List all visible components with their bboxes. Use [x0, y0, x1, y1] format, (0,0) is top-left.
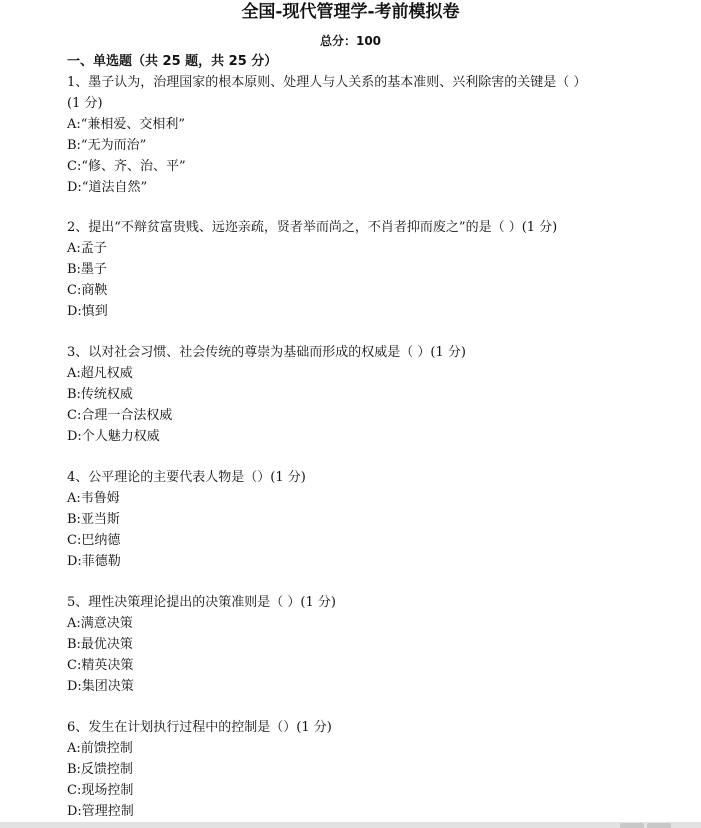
option-c: C:巴纳德	[67, 533, 121, 548]
option-b: B:“无为而治”	[67, 138, 147, 153]
option-a: A:超凡权威	[67, 366, 133, 381]
option-d: D:集团决策	[67, 679, 134, 694]
option-c: C:精英决策	[67, 658, 134, 673]
option-a: A:孟子	[67, 241, 107, 256]
option-b: B:最优决策	[67, 637, 133, 652]
exam-title: 全国-现代管理学-考前模拟卷	[241, 2, 460, 22]
option-c: C:商鞅	[67, 283, 108, 298]
scroll-left-button[interactable]	[620, 823, 644, 828]
question-3	[67, 342, 667, 447]
option-d: D:管理控制	[67, 804, 134, 819]
question-1	[67, 72, 667, 198]
option-a: A:“兼相爱、交相利”	[67, 117, 186, 132]
option-b: B:亚当斯	[67, 512, 120, 527]
question-5	[67, 592, 667, 697]
section-heading: 一、单选题（共 25 题，共 25 分）	[67, 54, 278, 69]
horizontal-scrollbar[interactable]	[0, 822, 701, 828]
option-d: D:慎到	[67, 304, 108, 319]
question-stem: 2、提出“不辩贫富贵贱、远迩亲疏，贤者举而尚之，不肖者抑而废之”的是（ ）(1 分)	[67, 220, 558, 235]
option-b: B:反馈控制	[67, 762, 133, 777]
option-a: A:韦鲁姆	[67, 491, 120, 506]
option-c: C:“修、齐、治、平”	[67, 159, 186, 174]
option-b: B:墨子	[67, 262, 107, 277]
question-stem: 4、公平理论的主要代表人物是（）(1 分)	[67, 470, 306, 485]
question-stem: 5、理性决策理论提出的决策准则是（ ）(1 分)	[67, 595, 336, 610]
option-b: B:传统权威	[67, 387, 133, 402]
scroll-right-button[interactable]	[647, 823, 671, 828]
question-4	[67, 467, 667, 572]
option-d: D:菲德勒	[67, 554, 121, 569]
option-d: D:个人魅力权威	[67, 429, 160, 444]
total-score: 总分：100	[319, 34, 382, 48]
option-a: A:满意决策	[67, 616, 133, 631]
question-2	[67, 217, 667, 322]
question-stem-continued: (1 分)	[67, 96, 103, 111]
question-stem: 6、发生在计划执行过程中的控制是（）(1 分)	[67, 720, 332, 735]
option-d: D:“道法自然”	[67, 180, 148, 195]
option-a: A:前馈控制	[67, 741, 133, 756]
option-c: C:现场控制	[67, 783, 134, 798]
question-stem: 3、以对社会习惯、社会传统的尊崇为基础而形成的权威是（ ）(1 分)	[67, 345, 466, 360]
option-c: C:合理一合法权威	[67, 408, 173, 423]
question-stem: 1、墨子认为，治理国家的根本原则、处理人与人关系的基本准则、兴利除害的关键是（ ）	[67, 75, 587, 90]
question-6	[67, 717, 667, 822]
